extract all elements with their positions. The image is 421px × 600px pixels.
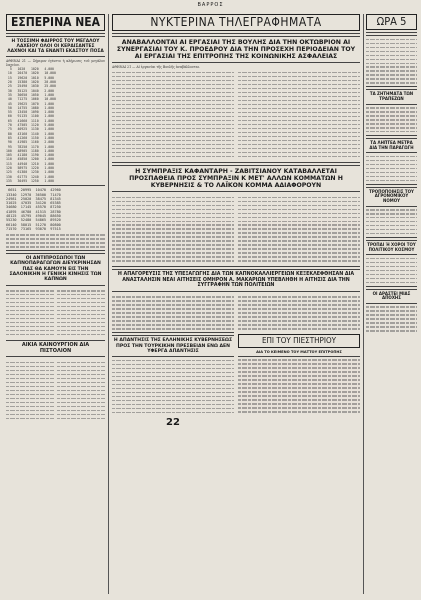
left-body-col-c [6,359,54,421]
center-body-col-c [112,194,234,264]
center-section-title: ΝΥΚΤΕΡΙΝΑ ΤΗΛΕΓΡΑΦΗΜΑΤΑ [112,14,360,31]
left-body-col-a [6,288,54,338]
right-item-body [366,306,417,331]
right-section-title: ΩΡΑ 5 [366,14,417,30]
center-column [112,14,360,594]
column-rule-2 [363,14,364,594]
center-headline: ΑΝΑΒΑΛΛΟΝΤΑΙ ΑΙ ΕΡΓΑΣΙΑΙ ΤΗΣ ΒΟΥΛΗΣ ΔΙΑ ΤΗΝ ΟΚΤΩΒΡΙΟΝ ΑΙ ΣΥΝΕΡΓΑΣΙΑΙ ΤΟΥ Κ. ΠΡΟΕΔΡΟΥ ΔΙΑ ΤΗΝ ΠΡΟΣΕΧΗ ΠΕΡΙΟΔΕΙΑΝ ΤΟΥ ΑΙ ΕΡΓΑΣΙΑΙ ΤΗΣ ΕΠΙΤΡΟΠΗΣ ΤΗΣ ΚΟΙΝΩΝΙΚΗΣ ΑΣΦΑΛΕΙΑΣ [116,39,356,61]
right-item-headline: ΤΑ ΛΗΠΤΕΑ ΜΕΤΡΑ ΔΙΑ ΤΗΝ ΠΑΡΑΓΩΓΗ [369,140,414,150]
press-box-title: ΕΠΙ ΤΟΥ ΠΙΕΣΤΗΡΙΟΥ [238,334,360,348]
left-headline-3: ΑΙΚΙΑ ΚΑΙΝΟΥΡΓΙΟΝ ΔΙΑ ΠΙΣΤΟΛΙΟΝ [21,341,90,354]
right-item-body [366,156,417,181]
right-item-headline: ΤΡΟΠΟΠΟΙΗΣΙΣ ΤΟΥ ΑΓΡΟΝΟΜΙΚΟΥ ΝΟΜΟΥ [369,188,414,203]
left-lead: ΑΘΗΝΑΙ 21 — Σήμερον ἐγένετο ἡ κλήρωσις τοῦ μεγάλου λαχείου. [6,59,105,68]
right-item-headline: ΤΡΟΠΑΙ Ή ΧΟΡΟΙ ΤΟΥ ΠΟΛΙΤΙΚΟΥ ΚΟΣΜΟΥ [367,242,416,252]
right-item-body [366,209,417,234]
lottery-table-2: 6651 20995 10470 42960 13340 12970 36500 71470 24981 25020 38475 81345 31025 47035 34120 65385 34680 17145 45570 87250 41895 46780 41515 28780 48125 45795 49045 88650 55230 52480 54865 89520 66140 58015 51270 80800 71570 73165 93070 97515 [6,188,61,231]
left-body-lines [6,234,105,247]
left-body-col-b [57,288,105,338]
left-headline-2: ΟΙ ΑΝΤΙΠΡΟΣΩΠΟΙ ΤΩΝ ΚΑΠΝΟΠΑΡΑΓΩΓΩΝ ΔΙΕΥΚΡΙΝΗΣΑΝ ΠΑΣ ΘΑ ΚΑΜΟΥΝ ΕΙΣ ΤΗΝ ΣΑΛΟΝΙΚΗΝ Η ΓΕΝΙΚΗ ΚΙΝΗΣΙΣ ΤΩΝ ΚΑΠΝΩΝ [9,256,102,283]
center-headline-4: Η ΑΠΑΝΤΗΣΙΣ ΤΗΣ ΕΛΛΗΝΙΚΗΣ ΚΥΒΕΡΝΗΣΕΩΣ ΠΡΟΣ ΤΗΝ ΤΟΥΡΚΙΚΗΝ ΠΡΕΣΒΕΙΑΝ ΕΝΩ ΔΕΝ ΥΦΕΡΓΑ ΑΠΑΝΤΗΣΙΣ [113,338,233,354]
left-section-title: ΕΣΠΕΡΙΝΑ ΝΕΑ [6,14,105,31]
center-body-col-b [238,69,360,159]
press-box-sub: ΔΙΑ ΤΟ ΚΕΙΜΕΝΟ ΤΟΥ ΜΑΤΤΟΥ ΕΠΙΤΡΟΠΗΣ [256,349,342,354]
right-items [366,86,417,331]
left-body-col-d [57,359,105,421]
right-item-body [366,107,417,132]
right-item-headline: ΟΙ ΔΡΑΣΤΕΙ ΜΙΑΣ ΑΠΟΧΗΣ [372,290,411,301]
masthead: ΒΑΡΡΟΣ [197,2,224,8]
right-body-top [366,39,417,84]
page-number: 22 [166,416,180,428]
lottery-table: 5 1020 1020 4.000 10 20470 1020 10.000 15 19620 1010 5.000 20 15380 1020 20.000 25 25490 1030 25.000 30 35125 1040 2.000 35 30650 1050 1.000 40 71275 1060 10.000 45 19625 1070 1.000 50 14755 1080 1.000 55 13450 1090 1.000 60 91135 1100 1.000 65 41660 1110 1.000 70 47505 1120 5.000 75 40925 1130 1.000 80 43160 1140 1.000 85 41260 1150 1.000 90 41985 1160 2.000 95 78250 1170 1.000 100 48905 1180 1.000 105 41180 1190 1.000 110 45850 1200 1.000 115 44940 1210 1.000 120 58975 1220 1.000 125 61380 1230 1.000 130 61775 1240 1.000 135 30495 1250 1.000 [6,67,56,183]
column-rule [108,14,109,594]
left-column [6,14,105,594]
right-item-headline: ΤΑ ΖΗΤΗΜΑΤΑ ΤΩΝ ΤΡΑΠΕΖΩΝ [369,91,414,101]
right-item-body [366,258,417,283]
center-headline-2: Η ΣΥΜΠΡΑΞΙΣ ΚΑΦΑΝΤΑΡΗ - ΖΑΒΙΤΣΙΑΝΟΥ ΚΑΤΑΒΑΛΛΕΤΑΙ ΠΡΟΣΠΑΘΕΙΑ ΠΡΟΣ ΣΥΜΠΡΑΞΙΝ Κ ΜΕΤ' ΑΛΛΩΝ ΚΟΜΜΑΤΩΝ Η ΚΥΒΕΡΝΗΣΙΣ & ΤΟ ΛΑΪΚΟΝ ΚΟΜΜΑ ΑΔΙΑΦΟΡΟΥΝ [129,167,343,189]
center-body-col-a [112,69,234,159]
center-headline-3: Η ΑΠΑΓΟΡΕΥΣΙΣ ΤΗΣ ΥΠΕΞΑΓΩΓΗΣ ΔΙΑ ΤΩΝ ΚΑΠΝΟΚΑΛΛΙΕΡΓΕΙΩΝ ΚΕΞΕΚΛΕΦΘΗΣΑΝ ΔΙΑ ΑΝΑΣΤΑΛΗΣΙΝ ΝΕΑΙ ΑΙΤΗΣΕΙΣ ΟΜΗΡΟΝ Α. ΜΑΚΑΡΙΩΝ ΥΠΕΒΛΗΘΗ Η ΑΙΤΗΣΙΣ ΔΙΑ ΤΗΝ ΣΥΓΓΡΑΦΗΝ ΤΩΝ ΠΟΛΙΤΕΙΩΝ [117,272,355,289]
right-column [366,14,417,594]
center-dateline: ΑΘΗΝΑΙ 21 — Αἱ ἐργασίαι τῆς Βουλῆς ἀναβάλλονται. [112,65,201,70]
center-lower-left [112,294,234,428]
left-headline: Η ΤΟΣΣΙΜΗ ΦΑΙΡΡΟΣ ΤΟΥ ΜΕΓΑΛΟΥ ΛΑΧΕΙΟΥ ΟΛΟΙ ΟΙ ΚΕΡΔΙΣΑΝΤΕΣ ΛΑΧΝΟΙ ΚΑΙ ΤΑ ΕΝΑΝΤΙ ΕΚΑΣΤΟΥ ΠΟΣΑ [7,39,104,55]
center-lower-right [238,294,360,428]
center-body-col-d [238,194,360,264]
